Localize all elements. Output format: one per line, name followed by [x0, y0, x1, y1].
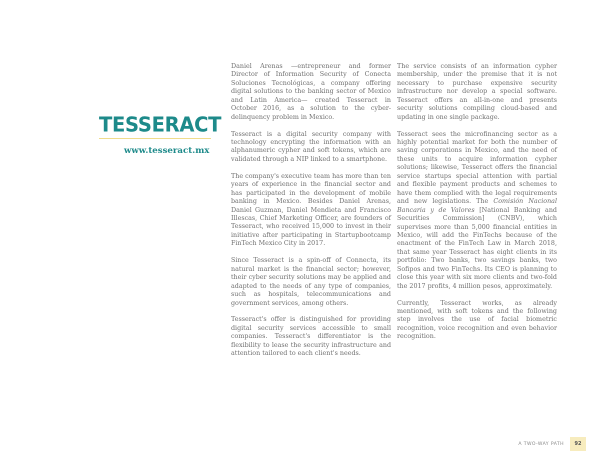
paragraph: Daniel Arenas —entrepreneur and former Director of Information Security of Conecta Soluciones Tecnológicas, a company offering digital solutions to the banking sector of Mexico and Latin America— created Tesseract in October 2016, as a solution to the cyber-delinquency problem in Mexico.: [231, 63, 391, 121]
paragraph: The company's executive team has more than ten years of experience in the financial sector and has participated in the development of mobile banking in Mexico. Besides Daniel Arenas, Daniel Guzman, Daniel Mendieta and Francisco Illescas, Chief Marketing Officer, are founders of Tesseract, who received 15,000 to invest in their initiative after participating in Startupbootcamp FinTech Mexico City in 2017.: [231, 172, 391, 248]
tesseract-logo: [99, 112, 241, 139]
paragraph-microfinancing: [397, 131, 557, 292]
logo-title: TESSERACT: [99, 112, 222, 137]
left-text-column: [231, 63, 391, 367]
italic-institution-name: Comisión Nacional Bancaria y de Valores: [397, 198, 557, 214]
section-label: A TWO-WAY PATH: [518, 441, 564, 447]
page-number: 92: [570, 437, 586, 451]
paragraph: The service consists of an information cypher membership, under the premise that it is not necessary to purchase expensive security infrastructure nor develop a special software. Tesseract offers an all-in-one and presents security solutions compiling cloud-based and updating in one single package.: [397, 63, 557, 121]
text-run: [National Banking and Securities Commission] (CNBV), which supervises more than 5,000 financial entities in Mexico, will add the FinTechs because of the enactment of the FinTech Law in March 2018, that same year Tesseract has eight clients in its portfolio: Two banks, two savings banks, two Sofipos and two FinTechs. Its CEO is planning to close this year with six more clients and two-fold the 2017 profits, 4 million pesos, approximately.: [397, 206, 557, 290]
page-footer: [518, 437, 586, 451]
right-text-column: [397, 63, 557, 350]
paragraph: Since Tesseract is a spin-off of Connecta, its natural market is the financial sector; however, their cyber security solutions may be applied and adapted to the needs of any type of companies, such as hospitals, telecommunications and government services, among others.: [231, 257, 391, 307]
text-run: Tesseract sees the microfinancing sector as a highly potential market for both the number of saving corporations in Mexico, and the need of these units to acquire information cypher solutions; likewise, Tesseract offers the financial service startups special attention with partial and flexible payment products and schemes to have them complied with the legal requirements and new legislations. The: [397, 130, 557, 206]
paragraph: Currently, Tesseract works, as already mentioned, with soft tokens and the following step involves the use of facial biometric recognition, voice recognition and even behavior recognition.: [397, 299, 557, 341]
paragraph: Tesseract is a digital security company with technology encrypting the information with an alphanumeric cypher and soft tokens, which are validated through a NIP linked to a smartphone.: [231, 130, 391, 163]
website-link[interactable]: www.tesseract.mx: [124, 146, 210, 156]
logo-divider: [99, 138, 211, 139]
paragraph: Tesseract's offer is distinguished for providing digital security services accessible to small companies. Tesseract's differentiator is the flexibility to lease the security infrastructure and attention tailored to each client's needs.: [231, 316, 391, 358]
